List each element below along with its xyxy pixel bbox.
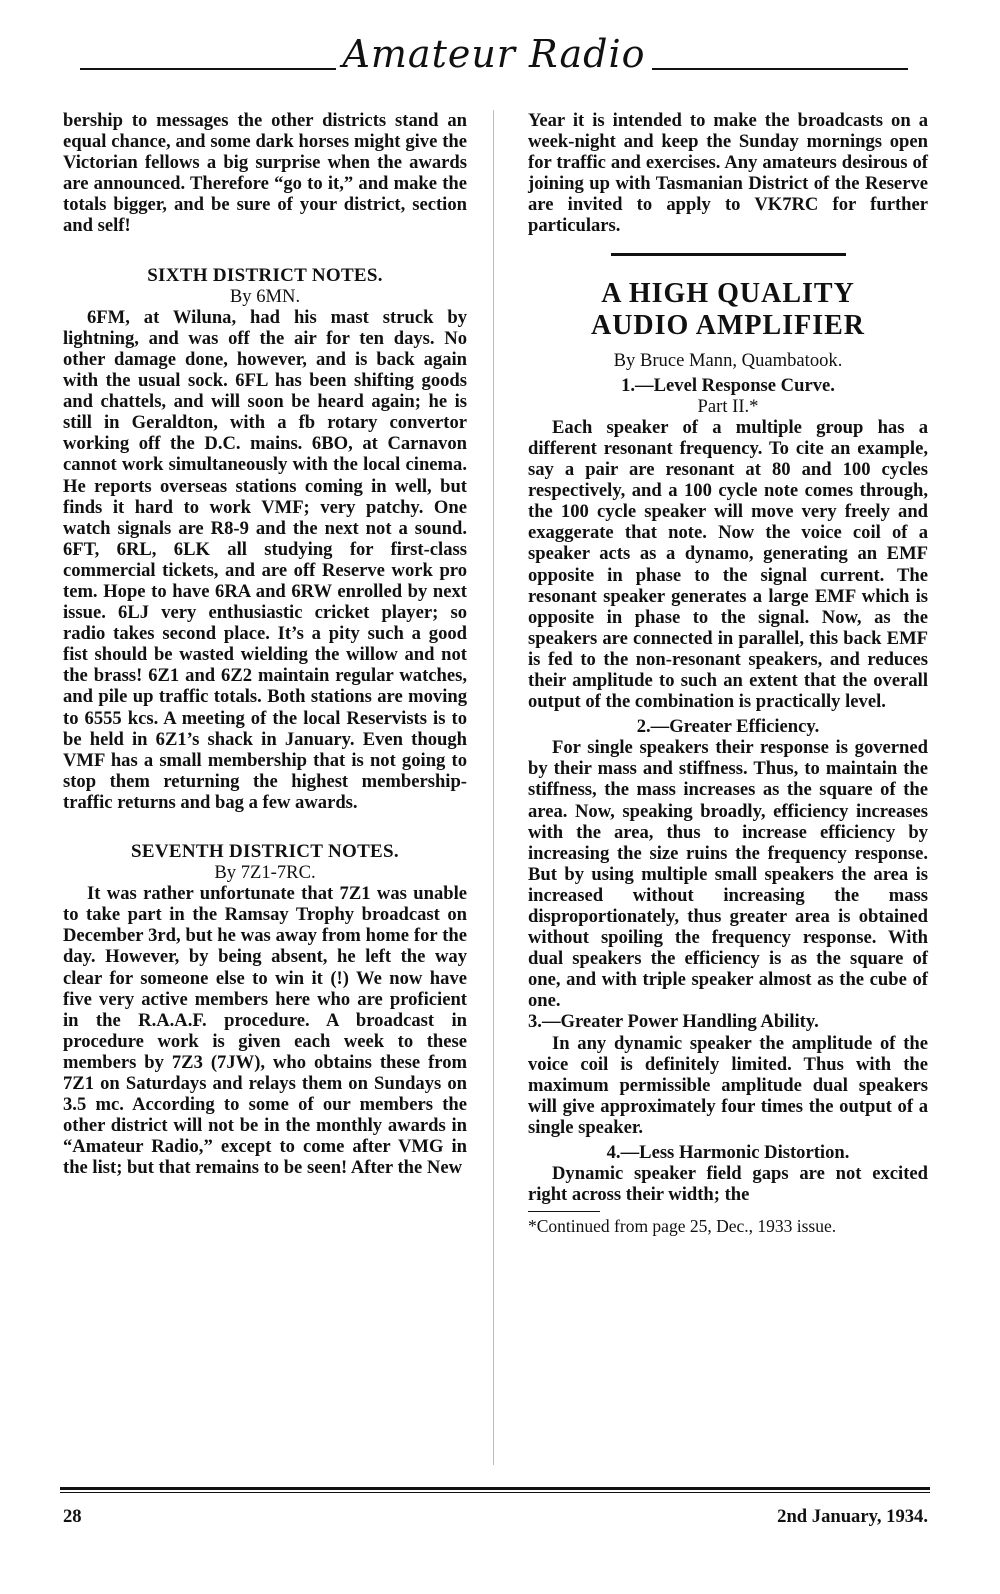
section-2-body: For single speakers their response is governed by their mass and stiffness. Thus, to maintain the stiffness, the mass increases as the square of the area. Now, speaking broadly, efficiency increases with the area, thus to increase efficiency by increasing the size ruins the frequency response. But by using multiple small speakers the area is increased without increasing the mass disproportionately, thus greater area is obtained without spoiling the frequency response. With dual speakers the efficiency is as the square of one, and with triple speaker almost as the cube of one. (528, 737, 928, 1012)
sixth-district-byline: By 6MN. (229, 285, 301, 307)
seventh-district-byline: By 7Z1-7RC. (214, 862, 316, 884)
intro-paragraph: bership to messages the other districts stand an equal chance, and some dark horses might give the Victorian fellows a big surprise when the awards are announced. Therefore “go to it,” and make the totals bigger, and be sure of your district, section and self! (63, 110, 467, 237)
sixth-district-body: 6FM, at Wiluna, had his mast struck by lightning, and was off the air for ten days. No other damage done, however, and is back again with the usual sock. 6FL has been shifting goods and chattels, and will soon be heard again; he is still in Geraldton, with a fb rotary convertor working off the D.C. mains. 6BO, at Carnavon cannot work simultaneously with the local cinema. He reports overseas stations coming in well, but finds it hard to work VMF; very patchy. One watch signals are R8-9 and the next not a sound. 6FT, 6RL, 6LK all studying for first-class commercial tickets, and are off Reserve work pro tem. Hope to have 6RA and 6RW enrolled by next issue. 6LJ very enthusiastic cricket player; so radio takes second place. It’s a pity such a good fist should be wasted wielding the willow and not the brass! 6Z1 and 6Z2 maintain regular watches, and pile up traffic totals. Both stations are moving to 6555 kcs. A meeting of the local Reservists is to be held in 6Z1’s shack in January. Even though VMF has a small membership that is not going to stop them returning the highest membership-traffic returns and bag a few awards. (63, 306, 467, 813)
section-3-heading: 3.—Greater Power Handling Ability. (528, 1011, 819, 1033)
article-part: Part II.* (697, 395, 759, 417)
article-title-line-2: AUDIO AMPLIFIER (590, 309, 865, 341)
right-column (528, 110, 928, 1236)
article-title (528, 278, 928, 342)
article-separator (611, 253, 846, 256)
column-divider (493, 110, 494, 1465)
article-title-line-1: A HIGH QUALITY (601, 277, 855, 309)
section-4-body: Dynamic speaker field gaps are not excited right across their width; the (528, 1163, 928, 1206)
footer-rule-thin (60, 1492, 930, 1493)
section-1-heading: 1.—Level Response Curve. (621, 374, 835, 396)
section-3-body: In any dynamic speaker the amplitude of the voice coil is definitely limited. Thus with the maximum permissible amplitude dual speakers will give approximately four times the output of a single speaker. (528, 1032, 928, 1138)
seventh-district-heading: SEVENTH DISTRICT NOTES. (131, 841, 399, 862)
footer-rule (60, 1487, 930, 1490)
seventh-district-body: It was rather unfortunate that 7Z1 was unable to take part in the Ramsay Trophy broadcast on December 3rd, but he was away from home for the day. However, by being absent, he left the way clear for someone else to win it (!) We now have five very active members here who are proficient in the R.A.A.F. procedure. A broadcast in procedure work is given each week to these members by 7Z3 (7JW), who obtains these from 7Z1 on Saturdays and relays them on Sundays on 3.5 mc. According to some of our members the other district will not be in the monthly awards in “Amateur Radio,” except to come after VMG in the list; but that remains to be seen! After the New (63, 883, 467, 1179)
issue-date: 2nd January, 1934. (777, 1506, 928, 1527)
section-2-heading: 2.—Greater Efficiency. (636, 716, 820, 738)
page-number: 28 (63, 1506, 82, 1527)
magazine-title: Amateur Radio (80, 32, 908, 76)
section-4-heading: 4.—Less Harmonic Distortion. (606, 1142, 850, 1164)
sixth-district-heading: SIXTH DISTRICT NOTES. (147, 264, 383, 286)
left-column (63, 110, 467, 1179)
masthead (80, 30, 908, 90)
article-byline: By Bruce Mann, Quambatook. (613, 349, 843, 371)
footnote-rule (528, 1211, 600, 1212)
continuation-paragraph: Year it is intended to make the broadcasts on a week-night and keep the Sunday mornings open for traffic and exercises. Any amateurs desirous of joining up with Tasmanian District of the Reserve are invited to apply to VK7RC for further particulars. (528, 110, 928, 237)
footnote: *Continued from page 25, Dec., 1933 issue. (528, 1216, 837, 1237)
section-1-body: Each speaker of a multiple group has a different resonant frequency. To cite an example, say a pair are resonant at 80 and 100 cycles respectively, and a 100 cycle note comes through, the 100 cycle speaker will move very freely and exaggerate that note. Now the voice coil of a speaker acts as a dynamo, generating an EMF opposite in phase to the signal current. The resonant speaker generates a large EMF which is opposite in phase to the signal. Now, as the speakers are connected in parallel, this back EMF is fed to the non-resonant speakers, and reduces their amplitude to such an extent that the overall output of the combination is practically level. (528, 416, 928, 713)
